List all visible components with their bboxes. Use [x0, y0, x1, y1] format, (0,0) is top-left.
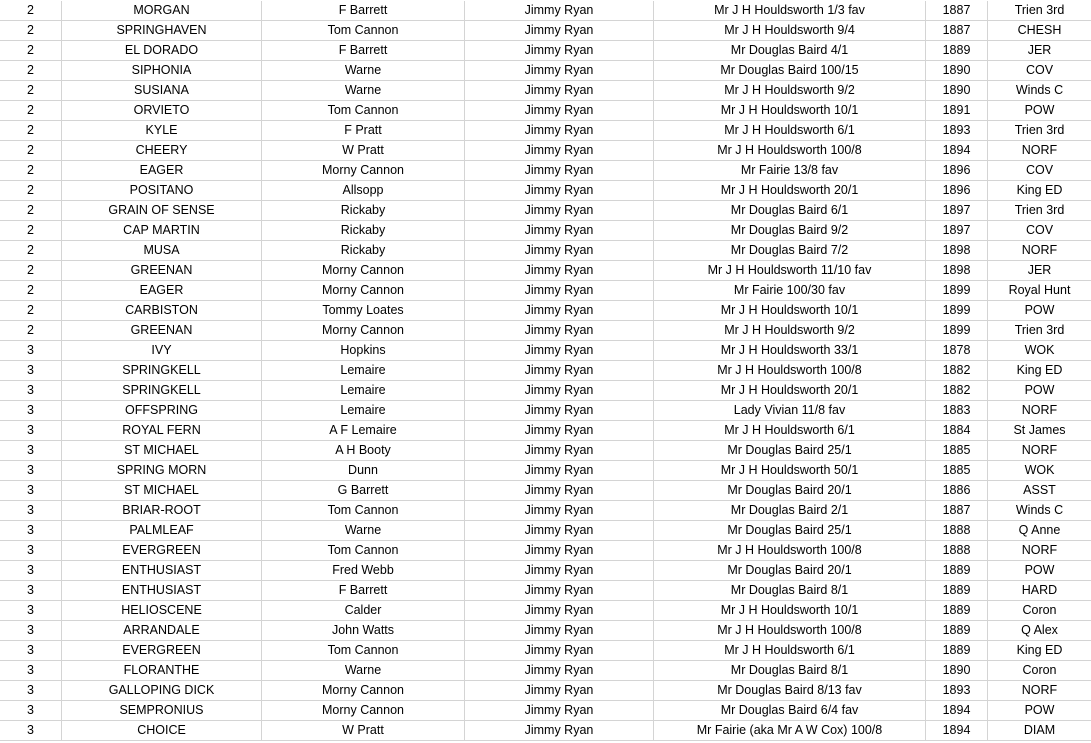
jockey-cell[interactable]: Morny Cannon [262, 701, 465, 720]
jockey-cell[interactable]: Morny Cannon [262, 161, 465, 180]
owner-odds-cell[interactable]: Mr J H Houldsworth 9/2 [654, 81, 926, 100]
trainer-cell[interactable]: Jimmy Ryan [465, 601, 654, 620]
trainer-cell[interactable]: Jimmy Ryan [465, 141, 654, 160]
trainer-cell[interactable]: Jimmy Ryan [465, 1, 654, 20]
owner-odds-cell[interactable]: Mr J H Houldsworth 11/10 fav [654, 261, 926, 280]
trainer-cell[interactable]: Jimmy Ryan [465, 341, 654, 360]
owner-odds-cell[interactable]: Mr J H Houldsworth 100/8 [654, 621, 926, 640]
jockey-cell[interactable]: Tommy Loates [262, 301, 465, 320]
year-cell[interactable]: 1899 [926, 321, 988, 340]
race-cell[interactable]: Trien 3rd [1014, 203, 1065, 217]
horse-cell[interactable]: EAGER [62, 281, 262, 300]
owner-odds-cell[interactable]: Mr Douglas Baird 8/13 fav [654, 681, 926, 700]
table-row [0, 41, 1091, 61]
year-cell[interactable]: 1898 [926, 261, 988, 280]
trainer-cell[interactable]: Jimmy Ryan [465, 421, 654, 440]
trainer-cell[interactable]: Jimmy Ryan [465, 161, 654, 180]
owner-odds-cell[interactable]: Mr Douglas Baird 8/1 [654, 661, 926, 680]
jockey-cell[interactable]: Morny Cannon [262, 261, 465, 280]
table-row [0, 501, 1091, 521]
table-row [0, 721, 1091, 741]
horse-cell[interactable]: BRIAR-ROOT [62, 501, 262, 520]
jockey-cell[interactable]: W Pratt [262, 721, 465, 740]
table-row [0, 521, 1091, 541]
year-cell[interactable]: 1894 [926, 141, 988, 160]
year-cell[interactable]: 1890 [926, 81, 988, 100]
table-row [0, 21, 1091, 41]
table-row [0, 201, 1091, 221]
table-row [0, 301, 1091, 321]
jockey-cell[interactable]: Rickaby [262, 241, 465, 260]
horse-cell[interactable]: SEMPRONIUS [62, 701, 262, 720]
owner-odds-cell[interactable]: Mr J H Houldsworth 9/4 [654, 21, 926, 40]
table-row [0, 621, 1091, 641]
table-row [0, 321, 1091, 341]
jockey-cell[interactable]: Warne [262, 661, 465, 680]
table-row [0, 381, 1091, 401]
jockey-cell[interactable]: Tom Cannon [262, 641, 465, 660]
age-cell[interactable]: 3 [0, 661, 62, 680]
race-cell[interactable]: HARD [1021, 583, 1058, 597]
table-row [0, 281, 1091, 301]
race-cell[interactable]: Trien 3rd [1014, 323, 1065, 337]
horse-cell[interactable]: EL DORADO [62, 41, 262, 60]
age-cell[interactable]: 3 [0, 381, 62, 400]
year-cell[interactable]: 1893 [926, 681, 988, 700]
jockey-cell[interactable]: Tom Cannon [262, 101, 465, 120]
age-cell[interactable]: 2 [0, 61, 62, 80]
jockey-cell[interactable]: F Barrett [262, 581, 465, 600]
age-cell[interactable]: 3 [0, 681, 62, 700]
table-row [0, 441, 1091, 461]
table-row [0, 481, 1091, 501]
horse-cell[interactable]: SPRINGHAVEN [62, 21, 262, 40]
horse-cell[interactable]: GREENAN [62, 261, 262, 280]
year-cell[interactable]: 1896 [926, 161, 988, 180]
race-cell[interactable]: WOK [1024, 463, 1055, 477]
horse-cell[interactable]: ROYAL FERN [62, 421, 262, 440]
trainer-cell[interactable]: Jimmy Ryan [465, 261, 654, 280]
trainer-cell[interactable]: Jimmy Ryan [465, 461, 654, 480]
jockey-cell[interactable]: Rickaby [262, 221, 465, 240]
jockey-cell[interactable]: W Pratt [262, 141, 465, 160]
owner-odds-cell[interactable]: Mr Fairie 100/30 fav [654, 281, 926, 300]
year-cell[interactable]: 1889 [926, 601, 988, 620]
trainer-cell[interactable]: Jimmy Ryan [465, 321, 654, 340]
year-cell[interactable]: 1878 [926, 341, 988, 360]
year-cell[interactable]: 1896 [926, 181, 988, 200]
age-cell[interactable]: 2 [0, 221, 62, 240]
year-cell[interactable]: 1899 [926, 281, 988, 300]
race-cell[interactable]: ASST [1023, 483, 1056, 497]
age-cell[interactable]: 3 [0, 341, 62, 360]
age-cell[interactable]: 2 [0, 241, 62, 260]
race-cell[interactable]: NORF [1021, 543, 1058, 557]
horse-cell[interactable]: IVY [62, 341, 262, 360]
owner-odds-cell[interactable]: Mr Douglas Baird 4/1 [654, 41, 926, 60]
race-cell[interactable]: POW [1024, 103, 1055, 117]
year-cell[interactable]: 1885 [926, 441, 988, 460]
table-row [0, 121, 1091, 141]
jockey-cell[interactable]: Warne [262, 61, 465, 80]
table-row [0, 561, 1091, 581]
owner-odds-cell[interactable]: Mr J H Houldsworth 6/1 [654, 641, 926, 660]
year-cell[interactable]: 1890 [926, 661, 988, 680]
year-cell[interactable]: 1889 [926, 641, 988, 660]
table-row [0, 701, 1091, 721]
table-row [0, 401, 1091, 421]
horse-cell[interactable]: SPRINGKELL [62, 361, 262, 380]
jockey-cell[interactable]: G Barrett [262, 481, 465, 500]
trainer-cell[interactable]: Jimmy Ryan [465, 561, 654, 580]
age-cell[interactable]: 2 [0, 121, 62, 140]
trainer-cell[interactable]: Jimmy Ryan [465, 121, 654, 140]
table-row [0, 541, 1091, 561]
year-cell[interactable]: 1898 [926, 241, 988, 260]
race-cell[interactable]: POW [1024, 303, 1055, 317]
race-cell[interactable]: WOK [1024, 343, 1055, 357]
race-cell[interactable]: Coron [1022, 603, 1057, 617]
table-row [0, 601, 1091, 621]
owner-odds-cell[interactable]: Mr Douglas Baird 20/1 [654, 481, 926, 500]
trainer-cell[interactable]: Jimmy Ryan [465, 201, 654, 220]
horse-cell[interactable]: SPRING MORN [62, 461, 262, 480]
year-cell[interactable]: 1884 [926, 421, 988, 440]
age-cell[interactable]: 2 [0, 81, 62, 100]
age-cell[interactable]: 3 [0, 641, 62, 660]
table-row [0, 421, 1091, 441]
jockey-cell[interactable]: F Pratt [262, 121, 465, 140]
owner-odds-cell[interactable]: Mr J H Houldsworth 33/1 [654, 341, 926, 360]
age-cell[interactable]: 3 [0, 401, 62, 420]
horse-cell[interactable]: PALMLEAF [62, 521, 262, 540]
year-cell[interactable]: 1897 [926, 201, 988, 220]
owner-odds-cell[interactable]: Mr J H Houldsworth 20/1 [654, 181, 926, 200]
table-row [0, 81, 1091, 101]
race-cell[interactable]: Winds C [1015, 503, 1064, 517]
table-row [0, 221, 1091, 241]
horse-cell[interactable]: CHEERY [62, 141, 262, 160]
race-cell[interactable]: King ED [1016, 643, 1063, 657]
table-row [0, 101, 1091, 121]
owner-odds-cell[interactable]: Mr Fairie (aka Mr A W Cox) 100/8 [654, 721, 926, 740]
age-cell[interactable]: 2 [0, 21, 62, 40]
horse-cell[interactable]: ST MICHAEL [62, 481, 262, 500]
jockey-cell[interactable]: Warne [262, 521, 465, 540]
horse-cell[interactable]: ENTHUSIAST [62, 581, 262, 600]
year-cell[interactable]: 1899 [926, 301, 988, 320]
year-cell[interactable]: 1894 [926, 721, 988, 740]
age-cell[interactable]: 3 [0, 541, 62, 560]
year-cell[interactable]: 1893 [926, 121, 988, 140]
year-cell[interactable]: 1897 [926, 221, 988, 240]
owner-odds-cell[interactable]: Mr Douglas Baird 6/4 fav [654, 701, 926, 720]
age-cell[interactable]: 2 [0, 141, 62, 160]
horse-cell[interactable]: ARRANDALE [62, 621, 262, 640]
trainer-cell[interactable]: Jimmy Ryan [465, 81, 654, 100]
trainer-cell[interactable]: Jimmy Ryan [465, 721, 654, 740]
trainer-cell[interactable]: Jimmy Ryan [465, 661, 654, 680]
race-cell[interactable]: Winds C [1015, 83, 1064, 97]
race-cell[interactable]: POW [1024, 563, 1055, 577]
race-cell[interactable]: COV [1025, 63, 1054, 77]
age-cell[interactable]: 3 [0, 701, 62, 720]
trainer-cell[interactable]: Jimmy Ryan [465, 581, 654, 600]
year-cell[interactable]: 1887 [926, 21, 988, 40]
trainer-cell[interactable]: Jimmy Ryan [465, 21, 654, 40]
owner-odds-cell[interactable]: Mr Douglas Baird 7/2 [654, 241, 926, 260]
jockey-cell[interactable]: Calder [262, 601, 465, 620]
race-cell[interactable]: POW [1024, 383, 1055, 397]
jockey-cell[interactable]: Dunn [262, 461, 465, 480]
horse-cell[interactable]: MORGAN [62, 1, 262, 20]
table-row [0, 261, 1091, 281]
jockey-cell[interactable]: A F Lemaire [262, 421, 465, 440]
race-cell[interactable]: COV [1025, 223, 1054, 237]
race-cell[interactable]: CHESH [1017, 23, 1062, 37]
horse-cell[interactable]: GREENAN [62, 321, 262, 340]
race-cell[interactable]: Q Anne [1018, 523, 1061, 537]
year-cell[interactable]: 1891 [926, 101, 988, 120]
horse-cell[interactable]: ORVIETO [62, 101, 262, 120]
year-cell[interactable]: 1888 [926, 521, 988, 540]
race-cell[interactable]: NORF [1021, 403, 1058, 417]
horse-cell[interactable]: ENTHUSIAST [62, 561, 262, 580]
trainer-cell[interactable]: Jimmy Ryan [465, 501, 654, 520]
trainer-cell[interactable]: Jimmy Ryan [465, 481, 654, 500]
age-cell[interactable]: 3 [0, 361, 62, 380]
table-row [0, 681, 1091, 701]
year-cell[interactable]: 1890 [926, 61, 988, 80]
owner-odds-cell[interactable]: Mr J H Houldsworth 6/1 [654, 121, 926, 140]
age-cell[interactable]: 2 [0, 41, 62, 60]
trainer-cell[interactable]: Jimmy Ryan [465, 181, 654, 200]
horse-cell[interactable]: POSITANO [62, 181, 262, 200]
owner-odds-cell[interactable]: Mr J H Houldsworth 50/1 [654, 461, 926, 480]
trainer-cell[interactable]: Jimmy Ryan [465, 641, 654, 660]
jockey-cell[interactable]: Warne [262, 81, 465, 100]
trainer-cell[interactable]: Jimmy Ryan [465, 441, 654, 460]
owner-odds-cell[interactable]: Mr J H Houldsworth 100/8 [654, 541, 926, 560]
horse-cell[interactable]: CHOICE [62, 721, 262, 740]
trainer-cell[interactable]: Jimmy Ryan [465, 61, 654, 80]
table-row [0, 181, 1091, 201]
race-cell[interactable]: NORF [1021, 243, 1058, 257]
horse-cell[interactable]: FLORANTHE [62, 661, 262, 680]
age-cell[interactable]: 2 [0, 161, 62, 180]
year-cell[interactable]: 1889 [926, 621, 988, 640]
year-cell[interactable]: 1882 [926, 381, 988, 400]
trainer-cell[interactable]: Jimmy Ryan [465, 281, 654, 300]
table-row [0, 161, 1091, 181]
horse-cell[interactable]: EVERGREEN [62, 541, 262, 560]
age-cell[interactable]: 3 [0, 601, 62, 620]
age-cell[interactable]: 3 [0, 481, 62, 500]
jockey-cell[interactable]: Morny Cannon [262, 321, 465, 340]
horse-cell[interactable]: ST MICHAEL [62, 441, 262, 460]
race-cell[interactable]: NORF [1021, 683, 1058, 697]
owner-odds-cell[interactable]: Mr Fairie 13/8 fav [654, 161, 926, 180]
age-cell[interactable]: 3 [0, 561, 62, 580]
trainer-cell[interactable]: Jimmy Ryan [465, 681, 654, 700]
jockey-cell[interactable]: Tom Cannon [262, 501, 465, 520]
owner-odds-cell[interactable]: Mr Douglas Baird 25/1 [654, 441, 926, 460]
owner-odds-cell[interactable]: Mr Douglas Baird 6/1 [654, 201, 926, 220]
owner-odds-cell[interactable]: Mr J H Houldsworth 20/1 [654, 381, 926, 400]
year-cell[interactable]: 1882 [926, 361, 988, 380]
owner-odds-cell[interactable]: Mr J H Houldsworth 9/2 [654, 321, 926, 340]
horse-cell[interactable]: HELIOSCENE [62, 601, 262, 620]
race-cell[interactable]: Royal Hunt [1008, 283, 1071, 297]
table-row [0, 241, 1091, 261]
owner-odds-cell[interactable]: Mr Douglas Baird 2/1 [654, 501, 926, 520]
table-row [0, 641, 1091, 661]
jockey-cell[interactable]: Lemaire [262, 381, 465, 400]
year-cell[interactable]: 1886 [926, 481, 988, 500]
jockey-cell[interactable]: Hopkins [262, 341, 465, 360]
trainer-cell[interactable]: Jimmy Ryan [465, 621, 654, 640]
trainer-cell[interactable]: Jimmy Ryan [465, 301, 654, 320]
owner-odds-cell[interactable]: Mr J H Houldsworth 1/3 fav [654, 1, 926, 20]
horse-cell[interactable]: OFFSPRING [62, 401, 262, 420]
year-cell[interactable]: 1889 [926, 581, 988, 600]
owner-odds-cell[interactable]: Mr J H Houldsworth 10/1 [654, 301, 926, 320]
race-cell[interactable]: Q Alex [1021, 623, 1058, 637]
trainer-cell[interactable]: Jimmy Ryan [465, 361, 654, 380]
age-cell[interactable]: 3 [0, 581, 62, 600]
owner-odds-cell[interactable]: Mr Douglas Baird 100/15 [654, 61, 926, 80]
table-row [0, 341, 1091, 361]
jockey-cell[interactable]: A H Booty [262, 441, 465, 460]
jockey-cell[interactable]: John Watts [262, 621, 465, 640]
trainer-cell[interactable]: Jimmy Ryan [465, 101, 654, 120]
age-cell[interactable]: 2 [0, 261, 62, 280]
race-cell[interactable]: DIAM [1023, 723, 1056, 737]
horse-cell[interactable]: GALLOPING DICK [62, 681, 262, 700]
horse-cell[interactable]: EAGER [62, 161, 262, 180]
age-cell[interactable]: 3 [0, 621, 62, 640]
owner-odds-cell[interactable]: Mr Douglas Baird 25/1 [654, 521, 926, 540]
trainer-cell[interactable]: Jimmy Ryan [465, 541, 654, 560]
age-cell[interactable]: 3 [0, 501, 62, 520]
trainer-cell[interactable]: Jimmy Ryan [465, 241, 654, 260]
race-cell[interactable]: POW [1024, 703, 1055, 717]
age-cell[interactable]: 2 [0, 321, 62, 340]
owner-odds-cell[interactable]: Mr J H Houldsworth 100/8 [654, 141, 926, 160]
race-cell[interactable]: JER [1027, 43, 1052, 57]
horse-cell[interactable]: CARBISTON [62, 301, 262, 320]
owner-odds-cell[interactable]: Lady Vivian 11/8 fav [654, 401, 926, 420]
year-cell[interactable]: 1889 [926, 561, 988, 580]
jockey-cell[interactable]: Tom Cannon [262, 21, 465, 40]
owner-odds-cell[interactable]: Mr J H Houldsworth 10/1 [654, 101, 926, 120]
age-cell[interactable]: 2 [0, 281, 62, 300]
race-cell[interactable]: King ED [1016, 183, 1063, 197]
trainer-cell[interactable]: Jimmy Ryan [465, 221, 654, 240]
jockey-cell[interactable]: Rickaby [262, 201, 465, 220]
jockey-cell[interactable]: Allsopp [262, 181, 465, 200]
horse-cell[interactable]: SUSIANA [62, 81, 262, 100]
race-cell[interactable]: NORF [1021, 443, 1058, 457]
table-row [0, 461, 1091, 481]
race-cell[interactable]: JER [1027, 263, 1052, 277]
race-cell[interactable]: Trien 3rd [1014, 123, 1065, 137]
year-cell[interactable]: 1894 [926, 701, 988, 720]
age-cell[interactable]: 3 [0, 721, 62, 740]
race-cell[interactable]: NORF [1021, 143, 1058, 157]
jockey-cell[interactable]: F Barrett [262, 41, 465, 60]
jockey-cell[interactable]: Lemaire [262, 401, 465, 420]
horse-cell[interactable]: CAP MARTIN [62, 221, 262, 240]
horse-cell[interactable]: SPRINGKELL [62, 381, 262, 400]
year-cell[interactable]: 1888 [926, 541, 988, 560]
owner-odds-cell[interactable]: Mr Douglas Baird 20/1 [654, 561, 926, 580]
trainer-cell[interactable]: Jimmy Ryan [465, 401, 654, 420]
age-cell[interactable]: 2 [0, 101, 62, 120]
horse-cell[interactable]: EVERGREEN [62, 641, 262, 660]
jockey-cell[interactable]: F Barrett [262, 1, 465, 20]
owner-odds-cell[interactable]: Mr Douglas Baird 8/1 [654, 581, 926, 600]
horse-cell[interactable]: GRAIN OF SENSE [62, 201, 262, 220]
horse-cell[interactable]: MUSA [62, 241, 262, 260]
year-cell[interactable]: 1889 [926, 41, 988, 60]
age-cell[interactable]: 2 [0, 1, 62, 20]
race-cell[interactable]: St James [1013, 423, 1066, 437]
table-row [0, 61, 1091, 81]
table-row [0, 1, 1091, 21]
year-cell[interactable]: 1887 [926, 501, 988, 520]
year-cell[interactable]: 1887 [926, 1, 988, 20]
jockey-cell[interactable]: Morny Cannon [262, 681, 465, 700]
race-cell[interactable]: Trien 3rd [1014, 3, 1065, 17]
age-cell[interactable]: 2 [0, 181, 62, 200]
owner-odds-cell[interactable]: Mr J H Houldsworth 6/1 [654, 421, 926, 440]
race-cell[interactable]: King ED [1016, 363, 1063, 377]
table-row [0, 581, 1091, 601]
table-row [0, 661, 1091, 681]
jockey-cell[interactable]: Lemaire [262, 361, 465, 380]
trainer-cell[interactable]: Jimmy Ryan [465, 701, 654, 720]
race-cell[interactable]: COV [1025, 163, 1054, 177]
jockey-cell[interactable]: Morny Cannon [262, 281, 465, 300]
age-cell[interactable]: 3 [0, 521, 62, 540]
horse-cell[interactable]: SIPHONIA [62, 61, 262, 80]
age-cell[interactable]: 2 [0, 201, 62, 220]
table-row [0, 361, 1091, 381]
trainer-cell[interactable]: Jimmy Ryan [465, 521, 654, 540]
race-cell[interactable]: Coron [1022, 663, 1057, 677]
jockey-cell[interactable]: Fred Webb [262, 561, 465, 580]
age-cell[interactable]: 2 [0, 301, 62, 320]
owner-odds-cell[interactable]: Mr Douglas Baird 9/2 [654, 221, 926, 240]
trainer-cell[interactable]: Jimmy Ryan [465, 381, 654, 400]
jockey-cell[interactable]: Tom Cannon [262, 541, 465, 560]
year-cell[interactable]: 1883 [926, 401, 988, 420]
owner-odds-cell[interactable]: Mr J H Houldsworth 10/1 [654, 601, 926, 620]
horse-cell[interactable]: KYLE [62, 121, 262, 140]
year-cell[interactable]: 1885 [926, 461, 988, 480]
age-cell[interactable]: 3 [0, 421, 62, 440]
age-cell[interactable]: 3 [0, 461, 62, 480]
age-cell[interactable]: 3 [0, 441, 62, 460]
trainer-cell[interactable]: Jimmy Ryan [465, 41, 654, 60]
owner-odds-cell[interactable]: Mr J H Houldsworth 100/8 [654, 361, 926, 380]
table-row [0, 141, 1091, 161]
